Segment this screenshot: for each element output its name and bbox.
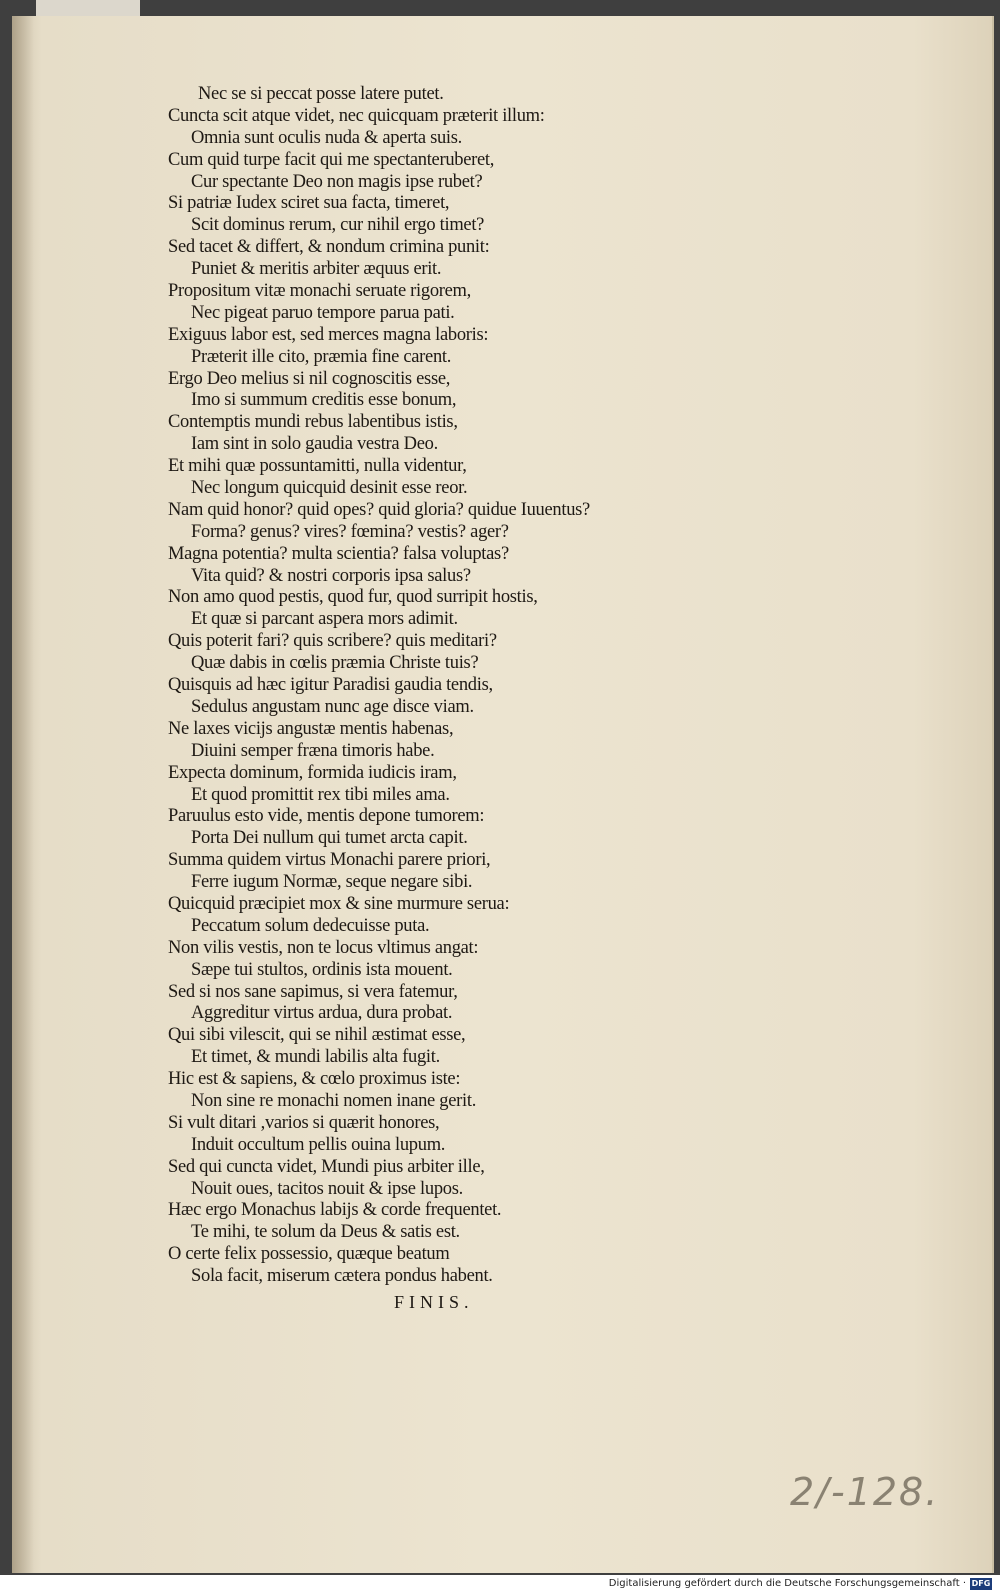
poem-line: Sæpe tui stultos, ordinis ista mouent. [191,959,453,980]
poem-line: Diuini semper fræna timoris habe. [191,740,435,761]
poem-line: Cuncta scit atque videt, nec quicquam præterit illum: [168,105,545,126]
poem-line: Porta Dei nullum qui tumet arcta capit. [191,828,468,849]
poem-line: Hæc ergo Monachus labijs & corde frequentet. [168,1200,502,1221]
poem-line: Et quod promittit rex tibi miles ama. [191,784,450,805]
poem-line: Sedulus angustam nunc age disce viam. [191,696,474,717]
poem-line: Summa quidem virtus Monachi parere priori, [168,850,491,871]
poem-line: Quæ dabis in cœlis præmia Christe tuis? [191,653,479,674]
poem-line: Quis poterit fari? quis scribere? quis meditari? [168,631,497,652]
poem-line: Omnia sunt oculis nuda & aperta suis. [191,127,462,148]
poem-line: Exiguus labor est, sed merces magna laboris: [168,324,489,345]
poem-line: Paruulus esto vide, mentis depone tumorem: [168,806,485,827]
poem-line: Quicquid præcipiet mox & sine murmure serua: [168,893,510,914]
poem-line: Puniet & meritis arbiter æquus erit. [191,259,442,280]
poem-line: Nec pigeat paruo tempore parua pati. [191,302,455,323]
poem-line: Sed tacet & differt, & nondum crimina punit: [168,237,490,258]
poem-line: Expecta dominum, formida iudicis iram, [168,762,457,783]
poem-line: Ergo Deo melius si nil cognoscitis esse, [168,368,451,389]
poem-text [168,84,688,1288]
poem-line: Hic est & sapiens, & cœlo proximus iste: [168,1069,461,1090]
poem-line: Non sine re monachi nomen inane gerit. [191,1090,477,1111]
poem-line: O certe felix possessio, quæque beatum [168,1244,450,1265]
poem-line: Nam quid honor? quid opes? quid gloria? quidue Iuuentus? [168,499,590,520]
poem-line: Ne laxes vicijs angustæ mentis habenas, [168,718,454,739]
poem-line: Qui sibi vilescit, qui se nihil æstimat esse, [168,1025,466,1046]
finis-label: FINIS. [394,1292,474,1312]
poem-line: Non vilis vestis, non te locus vltimus angat: [168,937,479,958]
poem-line: Præterit ille cito, præmia fine carent. [191,346,452,367]
poem-line: Sola facit, miserum cætera pondus habent. [191,1266,493,1287]
poem-line: Magna potentia? multa scientia? falsa voluptas? [168,543,509,564]
poem-line: Peccatum solum dedecuisse puta. [191,915,430,936]
poem-line: Et mihi quæ possuntamitti, nulla videntur, [168,456,467,477]
poem-line: Scit dominus rerum, cur nihil ergo timet? [191,215,485,236]
poem-line: Nouit oues, tacitos nouit & ipse lupos. [191,1178,463,1199]
footer-bar [0,1575,1000,1594]
poem-line: Propositum vitæ monachi seruate rigorem, [168,281,471,302]
poem-line: Cur spectante Deo non magis ipse rubet? [191,171,483,192]
poem-line: Nec longum quicquid desinit esse reor. [191,478,468,499]
poem-line: Forma? genus? vires? fœmina? vestis? ager? [191,521,509,542]
footer-credit: Digitalisierung gefördert durch die Deutsche Forschungsgemeinschaft · [608,1578,966,1589]
poem-line: Non amo quod pestis, quod fur, quod surripit hostis, [168,587,538,608]
poem-line: Induit occultum pellis ouina lupum. [191,1134,446,1155]
poem-line: Contemptis mundi rebus labentibus istis, [168,412,458,433]
poem-line: Iam sint in solo gaudia vestra Deo. [191,434,438,455]
poem-line: Aggreditur virtus ardua, dura probat. [191,1003,453,1024]
poem-line: Et quæ si parcant aspera mors adimit. [191,609,458,630]
poem-line: Cum quid turpe facit qui me spectanteruberet, [168,149,495,170]
poem-line: Sed qui cuncta videt, Mundi pius arbiter ille, [168,1156,485,1177]
poem-line: Te mihi, te solum da Deus & satis est. [191,1222,460,1243]
poem-line: Imo si summum creditis esse bonum, [191,390,457,411]
poem-line: Nec se si peccat posse latere putet. [198,84,444,104]
poem-line: Sed si nos sane sapimus, si vera fatemur, [168,981,458,1002]
handwritten-shelfmark: 2/-128. [790,1470,940,1514]
poem-line: Vita quid? & nostri corporis ipsa salus? [191,565,471,586]
poem-line: Si vult ditari ,varios si quærit honores, [168,1112,440,1133]
poem-line: Quisquis ad hæc igitur Paradisi gaudia tendis, [168,675,493,696]
poem-line: Ferre iugum Normæ, seque negare sibi. [191,872,473,893]
dfg-logo-icon: DFG [971,1579,991,1588]
poem-line: Et timet, & mundi labilis alta fugit. [191,1047,440,1068]
poem-line: Si patriæ Iudex sciret sua facta, timeret, [168,193,450,214]
gutter-shadow [12,16,34,1573]
